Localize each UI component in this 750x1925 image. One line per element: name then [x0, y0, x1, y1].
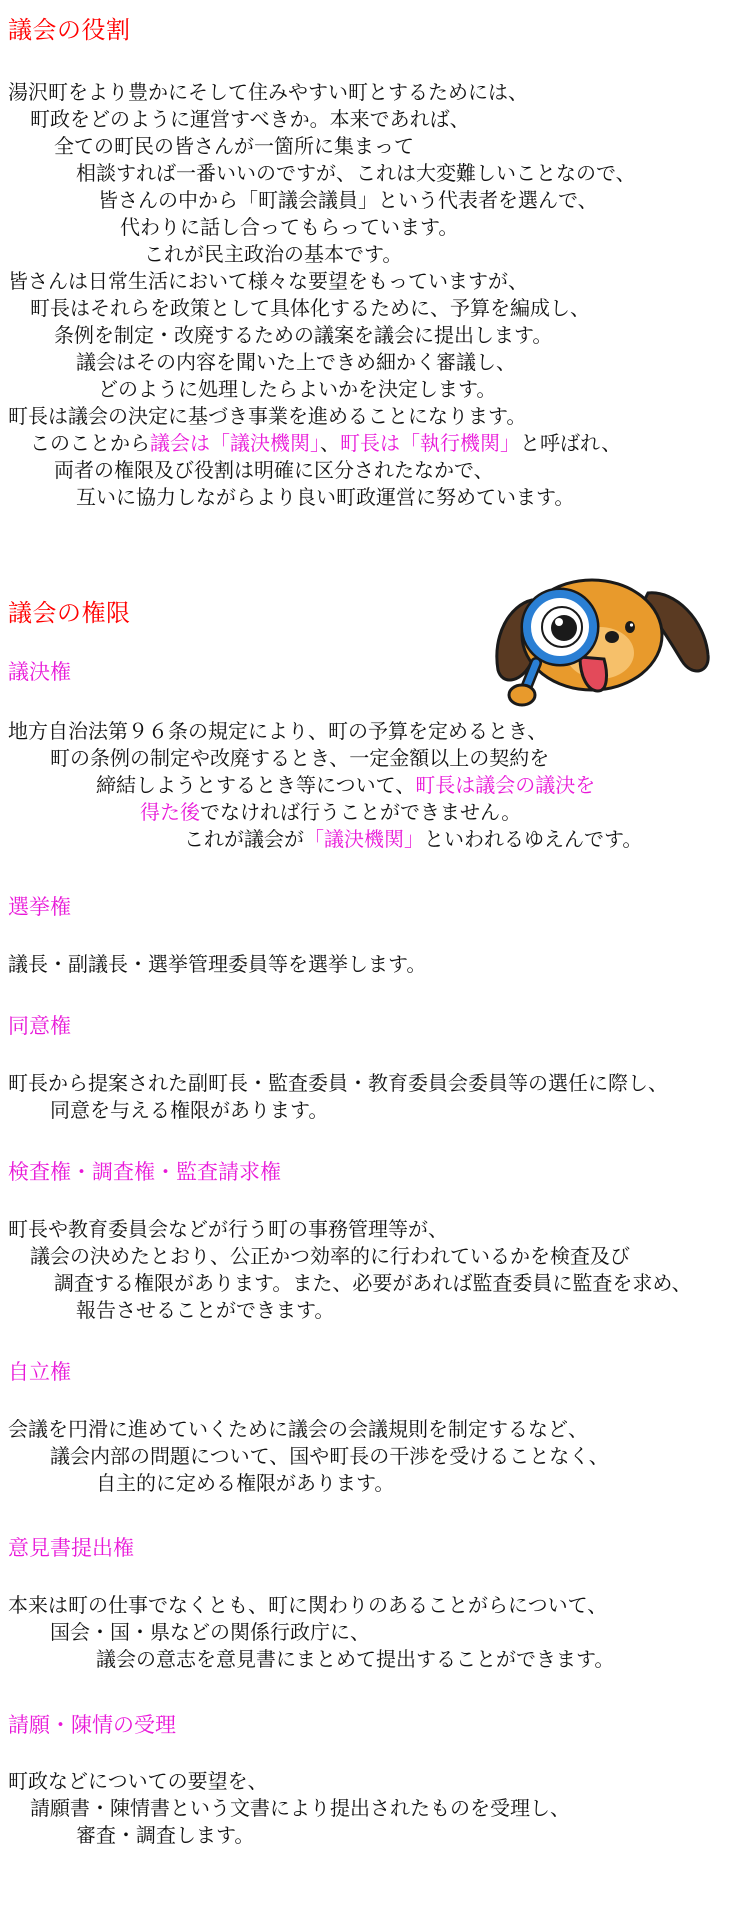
giketsu-highlight-2: 得た後: [140, 800, 200, 824]
doui-line-1: 町長から提案された副町長・監査委員・教育委員会委員等の選任に際し、: [8, 1071, 668, 1095]
role-line-8: 皆さんは日常生活において様々な要望をもっていますが、: [8, 269, 528, 293]
role-line-10: 条例を制定・改廃するための議案を議会に提出します。: [54, 323, 553, 347]
role-line-9: 町長はそれらを政策として具体化するために、予算を編成し、: [30, 296, 590, 320]
jiritsu-line-2: 議会内部の問題について、国や町長の干渉を受けることなく、: [50, 1444, 609, 1468]
giketsu-highlight-3: 「議決機関」: [304, 827, 424, 851]
seigan-title: 請願・陳情の受理: [8, 1713, 176, 1737]
role-line-14-a: このことから: [30, 431, 150, 455]
doui-line-2: 同意を与える権限があります。: [50, 1098, 329, 1122]
role-line-3: 全ての町民の皆さんが一箇所に集まって: [54, 134, 414, 158]
seigan-line-2: 請願書・陳情書という文書により提出されたものを受理し、: [30, 1796, 570, 1820]
role-line-15: 両者の権限及び役割は明確に区分されたなかで、: [54, 458, 494, 482]
giketsu-line-3-a: 締結しようとするとき等について、: [96, 773, 416, 797]
giketsu-title: 議決権: [8, 660, 71, 684]
giketsu-line-5: [184, 826, 642, 852]
role-line-14-e: と呼ばれ、: [520, 431, 622, 455]
giketsu-line-3: [96, 772, 595, 798]
giketsu-line-4: [140, 799, 521, 825]
powers-heading: 議会の権限: [8, 599, 131, 627]
role-line-12: どのように処理したらよいかを決定します。: [98, 377, 497, 401]
senkyo-line-1: 議長・副議長・選挙管理委員等を選挙します。: [8, 952, 427, 976]
giketsu-highlight-1: 町長は議会の議決を: [415, 773, 596, 797]
seigan-line-3: 審査・調査します。: [76, 1823, 255, 1847]
kensa-line-4: 報告させることができます。: [76, 1298, 335, 1322]
ikensho-line-3: 議会の意志を意見書にまとめて提出することができます。: [96, 1647, 615, 1671]
role-line-5: 皆さんの中から「町議会議員」という代表者を選んで、: [98, 188, 598, 212]
role-heading: 議会の役割: [8, 16, 131, 44]
role-line-4: 相談すれば一番いいのですが、これは大変難しいことなので、: [76, 161, 636, 185]
role-line-14-c: 、: [320, 431, 340, 455]
role-line-6: 代わりに話し合ってもらっています。: [120, 215, 459, 239]
role-line-14: [30, 430, 621, 456]
role-line-11: 議会はその内容を聞いた上できめ細かく審議し、: [76, 350, 516, 374]
giketsu-line-1: 地方自治法第９６条の規定により、町の予算を定めるとき、: [8, 719, 548, 743]
jiritsu-title: 自立権: [8, 1360, 71, 1384]
seigan-line-1: 町政などについての要望を、: [8, 1769, 268, 1793]
giketsu-line-2: 町の条例の制定や改廃するとき、一定金額以上の契約を: [50, 746, 550, 770]
dog-with-magnifying-glass-icon: [480, 565, 715, 715]
kensa-title: 検査権・調査権・監査請求権: [8, 1160, 281, 1184]
ikensho-line-2: 国会・国・県などの関係行政庁に、: [50, 1620, 370, 1644]
giketsu-line-5-a: これが議会が: [184, 827, 304, 851]
kensa-line-3: 調査する権限があります。また、必要があれば監査委員に監査を求め、: [54, 1271, 692, 1295]
role-highlight-shikkou: 町長は「執行機関」: [340, 431, 520, 455]
giketsu-line-4-b: でなければ行うことができません。: [200, 800, 522, 824]
jiritsu-line-3: 自主的に定める権限があります。: [96, 1471, 395, 1495]
role-line-16: 互いに協力しながらより良い町政運営に努めています。: [76, 485, 575, 509]
role-line-2: 町政をどのように運営すべきか。本来であれば、: [30, 107, 470, 131]
ikensho-line-1: 本来は町の仕事でなくとも、町に関わりのあることがらについて、: [8, 1593, 608, 1617]
role-line-7: これが民主政治の基本です。: [144, 242, 403, 266]
role-line-1: 湯沢町をより豊かにそして住みやすい町とするためには、: [8, 80, 528, 104]
role-line-13: 町長は議会の決定に基づき事業を進めることになります。: [8, 404, 527, 428]
kensa-line-1: 町長や教育委員会などが行う町の事務管理等が、: [8, 1217, 448, 1241]
giketsu-line-5-c: といわれるゆえんです。: [424, 827, 643, 851]
doui-title: 同意権: [8, 1014, 71, 1038]
jiritsu-line-1: 会議を円滑に進めていくために議会の会議規則を制定するなど、: [8, 1417, 588, 1441]
role-highlight-giketsu: 議会は「議決機関」: [150, 431, 320, 455]
ikensho-title: 意見書提出権: [8, 1536, 134, 1560]
kensa-line-2: 議会の決めたとおり、公正かつ効率的に行われているかを検査及び: [30, 1244, 630, 1268]
senkyo-title: 選挙権: [8, 895, 71, 919]
